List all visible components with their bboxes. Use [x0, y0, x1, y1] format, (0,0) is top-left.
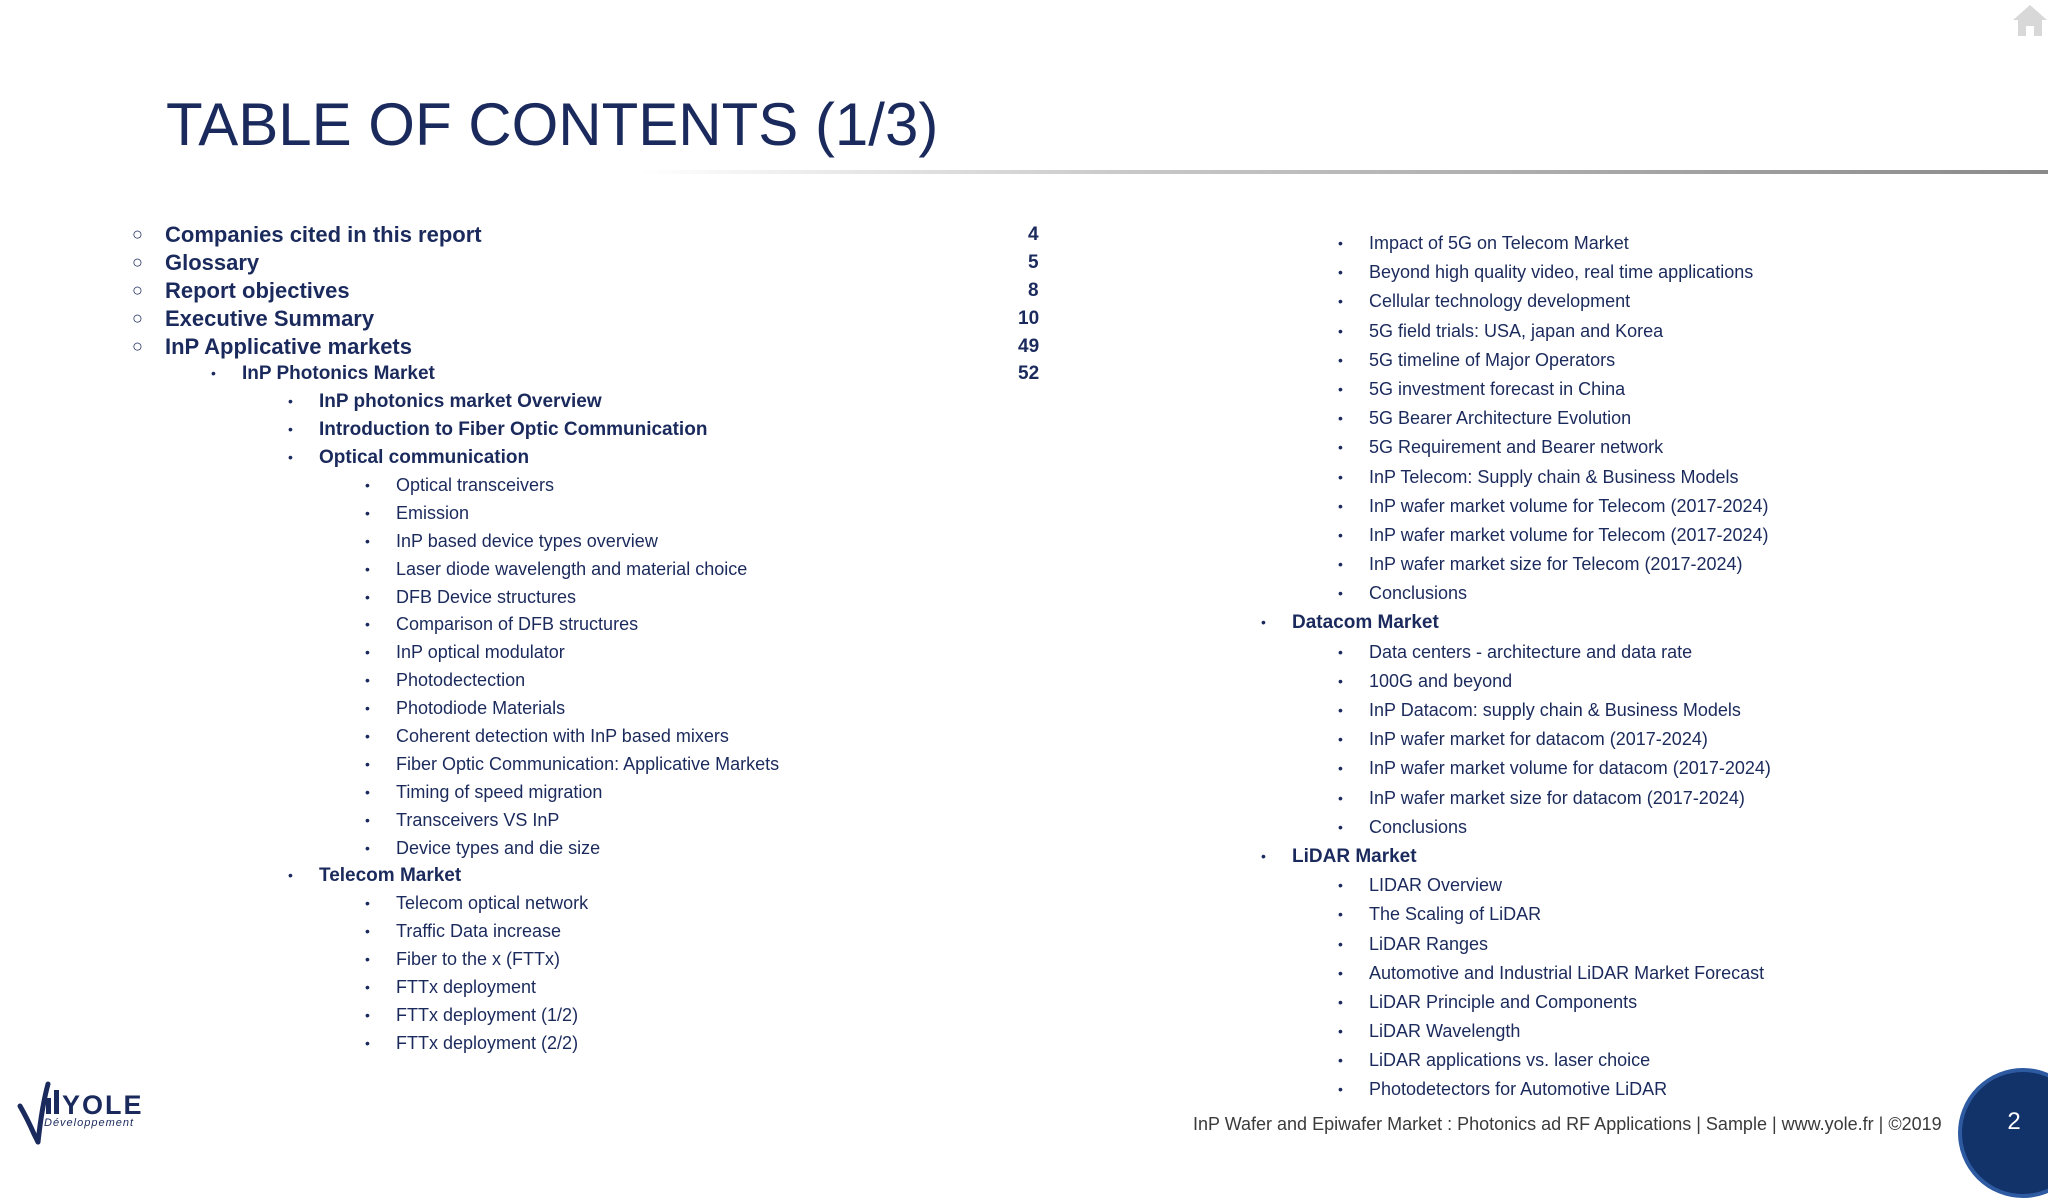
toc-entry[interactable]: [1255, 579, 2035, 608]
toc-left-column: [130, 221, 1040, 1058]
bullet-icon: •: [1338, 760, 1343, 777]
toc-entry-label: DFB Device structures: [396, 586, 577, 607]
toc-entry[interactable]: [1255, 725, 2035, 754]
bullet-icon: •: [1338, 731, 1343, 748]
hollow-bullet-icon: ○: [132, 335, 143, 356]
toc-entry-label: LIDAR Overview: [1369, 875, 1503, 896]
bullet-icon: •: [365, 728, 370, 745]
bullet-icon: •: [365, 1006, 370, 1023]
toc-entry-label: Cellular technology development: [1369, 291, 1631, 312]
toc-entry[interactable]: [130, 388, 1030, 416]
bullet-icon: •: [288, 421, 293, 438]
bullet-icon: •: [1338, 1052, 1343, 1069]
toc-entry-label: Fiber Optic Communication: Applicative Markets: [396, 753, 780, 774]
bullet-icon: •: [1338, 672, 1343, 689]
toc-entry-label: The Scaling of LiDAR: [1369, 904, 1542, 925]
toc-entry-label: InP photonics market Overview: [319, 391, 602, 413]
bullet-icon: •: [365, 1034, 370, 1051]
toc-entry-label: Introduction to Fiber Optic Communication: [319, 419, 708, 441]
toc-page-number: 8: [1028, 279, 1039, 301]
page-title: TABLE OF CONTENTS (1/3): [166, 91, 939, 158]
toc-entry-label: Coherent detection with InP based mixers: [396, 726, 729, 747]
bullet-icon: •: [1338, 235, 1343, 251]
toc-entry[interactable]: [1255, 696, 2035, 725]
toc-entry[interactable]: [1255, 287, 2035, 316]
toc-entry[interactable]: [130, 221, 1039, 249]
toc-entry-label: InP wafer market size for datacom (2017-2024): [1369, 787, 1745, 808]
bullet-icon: •: [1338, 702, 1343, 718]
toc-entry[interactable]: [1255, 784, 2035, 813]
toc-entry[interactable]: [130, 1002, 1030, 1030]
toc-entry[interactable]: [1255, 608, 2035, 637]
toc-entry-label: InP wafer market volume for datacom (2017-2024): [1369, 758, 1771, 779]
toc-entry[interactable]: [1255, 433, 2035, 462]
toc-entry-label: Photodiode Materials: [396, 698, 566, 719]
toc-entry-label: Glossary: [165, 249, 260, 275]
toc-entry[interactable]: [130, 723, 1030, 751]
title-divider: [640, 170, 2048, 174]
bullet-icon: •: [365, 560, 370, 577]
toc-entry-label: Report objectives: [165, 277, 350, 303]
toc-page-number: 5: [1028, 251, 1039, 273]
toc-entry[interactable]: [130, 444, 1030, 472]
toc-entry-label: Optical communication: [319, 447, 530, 469]
toc-entry-label: Automotive and Industrial LiDAR Market Forecast: [1369, 962, 1765, 983]
yole-logo: [16, 1076, 156, 1146]
bullet-icon: •: [1338, 789, 1343, 806]
bullet-icon: •: [1338, 380, 1343, 397]
toc-entry[interactable]: [1255, 638, 2035, 667]
toc-right-column: [1255, 229, 2035, 1105]
toc-entry[interactable]: [130, 835, 1030, 863]
toc-entry-label: Telecom Market: [319, 865, 462, 887]
toc-entry[interactable]: [1255, 959, 2035, 988]
bullet-icon: •: [1338, 351, 1343, 368]
toc-entry[interactable]: [1255, 375, 2035, 404]
bullet-icon: •: [1338, 264, 1343, 281]
toc-entry[interactable]: [1255, 988, 2035, 1017]
bullet-icon: •: [1338, 818, 1343, 835]
toc-entry-label: 5G investment forecast in China: [1369, 378, 1626, 399]
bullet-icon: •: [1338, 877, 1343, 894]
bullet-icon: •: [1338, 585, 1343, 602]
bullet-icon: •: [1338, 964, 1343, 981]
logo-subtitle: Développement: [44, 1117, 135, 1129]
toc-entry-label: Device types and die size: [396, 837, 601, 858]
bullet-icon: •: [1338, 1023, 1343, 1040]
bullet-icon: •: [1338, 439, 1343, 456]
toc-entry[interactable]: [130, 974, 1030, 1002]
toc-entry-label: Optical transceivers: [396, 475, 555, 496]
toc-entry-label: 5G Requirement and Bearer network: [1369, 437, 1664, 458]
bullet-icon: •: [288, 449, 293, 466]
bullet-icon: •: [1338, 1081, 1343, 1098]
toc-entry[interactable]: [1255, 1017, 2035, 1046]
toc-entry-label: FTTx deployment (2/2): [396, 1032, 579, 1053]
toc-entry[interactable]: [130, 639, 1030, 667]
footer-text: InP Wafer and Epiwafer Market : Photonics ad RF Applications | Sample | www.yole.fr | ©2019: [1193, 1114, 1942, 1134]
toc-entry[interactable]: [130, 751, 1030, 779]
toc-entry-label: LiDAR applications vs. laser choice: [1369, 1050, 1651, 1071]
toc-page-number: 52: [1018, 363, 1040, 385]
toc-entry[interactable]: [130, 667, 1030, 695]
toc-entry[interactable]: [130, 528, 1030, 556]
toc-entry-label: InP wafer market volume for Telecom (2017-2024): [1369, 495, 1769, 516]
toc-entry[interactable]: [130, 472, 1030, 500]
toc-entry[interactable]: [1255, 1075, 2035, 1104]
toc-entry[interactable]: [130, 807, 1030, 835]
toc-entry-label: Conclusions: [1369, 583, 1468, 604]
toc-entry[interactable]: [130, 611, 1030, 639]
toc-entry[interactable]: [130, 946, 1030, 974]
toc-page-number: 4: [1028, 224, 1039, 245]
toc-entry[interactable]: [1255, 550, 2035, 579]
hollow-bullet-icon: ○: [132, 224, 143, 244]
toc-entry[interactable]: [130, 556, 1030, 584]
toc-entry-label: Datacom Market: [1292, 612, 1439, 634]
toc-entry-label: Timing of speed migration: [396, 781, 603, 802]
toc-entry-label: Photodetectors for Automotive LiDAR: [1369, 1079, 1668, 1100]
toc-entry[interactable]: [1255, 492, 2035, 521]
bullet-icon: •: [365, 923, 370, 940]
bullet-icon: •: [1338, 643, 1343, 660]
toc-entry[interactable]: [130, 500, 1030, 528]
toc-entry-label: InP wafer market size for Telecom (2017-2024): [1369, 554, 1743, 575]
bullet-icon: •: [365, 644, 370, 661]
bullet-icon: •: [365, 895, 370, 912]
bullet-icon: •: [365, 783, 370, 800]
toc-entry-label: Companies cited in this report: [165, 222, 482, 247]
toc-entry-label: Telecom optical network: [396, 893, 589, 914]
toc-entry[interactable]: [1255, 871, 2035, 900]
toc-entry-label: Data centers - architecture and data rate: [1369, 641, 1693, 662]
toc-entry-label: LiDAR Ranges: [1369, 933, 1489, 954]
toc-entry-label: InP based device types overview: [396, 530, 658, 551]
toc-entry-label: InP Telecom: Supply chain & Business Models: [1369, 466, 1739, 487]
bullet-icon: •: [365, 951, 370, 968]
toc-entry-label: Laser diode wavelength and material choice: [396, 558, 748, 579]
toc-entry[interactable]: [1255, 842, 2035, 871]
bullet-icon: •: [211, 365, 216, 382]
bullet-icon: •: [365, 504, 370, 521]
bullet-icon: •: [1338, 906, 1343, 923]
toc-entry-label: LiDAR Wavelength: [1369, 1021, 1521, 1042]
toc-entry-label: FTTx deployment: [396, 977, 537, 998]
toc-entry-label: LiDAR Principle and Components: [1369, 991, 1638, 1012]
toc-entry-label: 100G and beyond: [1369, 670, 1513, 691]
toc-entry[interactable]: [1255, 258, 2035, 287]
page-number: 2: [2007, 1108, 2021, 1135]
toc-entry-label: InP Applicative markets: [165, 333, 412, 359]
toc-entry-label: InP wafer market for datacom (2017-2024): [1369, 729, 1708, 750]
toc-entry[interactable]: [130, 862, 1030, 890]
toc-entry[interactable]: [130, 695, 1030, 723]
bullet-icon: •: [1261, 847, 1266, 864]
toc-entry[interactable]: [1255, 229, 2035, 258]
toc-entry-label: Emission: [396, 502, 470, 523]
toc-entry[interactable]: [130, 249, 1039, 277]
bullet-icon: •: [365, 588, 370, 605]
bullet-icon: •: [1261, 614, 1266, 631]
hollow-bullet-icon: ○: [132, 307, 143, 328]
hollow-bullet-icon: ○: [132, 279, 143, 300]
toc-entry-label: InP Datacom: supply chain & Business Models: [1369, 700, 1741, 720]
toc-entry[interactable]: [1255, 463, 2035, 492]
toc-entry-label: Conclusions: [1369, 816, 1468, 837]
toc-entry[interactable]: [1255, 900, 2035, 929]
toc-entry-label: 5G timeline of Major Operators: [1369, 349, 1616, 370]
toc-entry[interactable]: [1255, 1046, 2035, 1075]
toc-entry[interactable]: [130, 779, 1030, 807]
toc-entry[interactable]: [1255, 813, 2035, 842]
bullet-icon: •: [365, 979, 370, 996]
toc-entry-label: Beyond high quality video, real time applications: [1369, 262, 1754, 283]
bullet-icon: •: [1338, 556, 1343, 573]
toc-entry[interactable]: [130, 584, 1030, 612]
toc-entry[interactable]: [1255, 754, 2035, 783]
toc-entry[interactable]: [130, 918, 1030, 946]
toc-entry[interactable]: [1255, 667, 2035, 696]
toc-entry-label: 5G field trials: USA, japan and Korea: [1369, 320, 1664, 341]
bullet-icon: •: [365, 700, 370, 717]
toc-entry[interactable]: [1255, 317, 2035, 346]
bullet-icon: •: [1338, 935, 1343, 952]
toc-entry[interactable]: [130, 333, 1040, 361]
toc-entry[interactable]: [1255, 404, 2035, 433]
bullet-icon: •: [1338, 497, 1343, 514]
bullet-icon: •: [1338, 993, 1343, 1010]
toc-entry-label: Transceivers VS InP: [396, 809, 560, 830]
toc-entry-label: LiDAR Market: [1292, 845, 1417, 867]
toc-entry[interactable]: [1255, 346, 2035, 375]
bullet-icon: •: [365, 839, 370, 856]
hollow-bullet-icon: ○: [132, 251, 143, 272]
bullet-icon: •: [1338, 322, 1343, 339]
toc-entry[interactable]: [130, 277, 1039, 305]
toc-page-number: 49: [1018, 335, 1040, 357]
bullet-icon: •: [365, 532, 370, 549]
home-icon[interactable]: [2010, 2, 2048, 38]
toc-entry-label: 5G Bearer Architecture Evolution: [1369, 408, 1632, 429]
bullet-icon: •: [1338, 293, 1343, 310]
logo-name: YOLE: [62, 1090, 144, 1120]
toc-entry-label: InP optical modulator: [396, 642, 565, 663]
toc-entry[interactable]: [1255, 930, 2035, 959]
toc-entry-label: Impact of 5G on Telecom Market: [1369, 233, 1629, 253]
toc-page-number: 10: [1018, 307, 1040, 329]
toc-entry-label: Comparison of DFB structures: [396, 614, 639, 635]
toc-entry[interactable]: [130, 416, 1030, 444]
bullet-icon: •: [1338, 526, 1343, 543]
toc-entry-label: Photodectection: [396, 670, 526, 691]
toc-entry[interactable]: [130, 305, 1040, 333]
bullet-icon: •: [288, 867, 293, 884]
bullet-icon: •: [1338, 410, 1343, 427]
toc-entry[interactable]: [130, 1030, 1030, 1058]
toc-entry-label: InP Photonics Market: [242, 363, 435, 385]
bullet-icon: •: [365, 811, 370, 828]
toc-entry-label: Traffic Data increase: [396, 921, 562, 942]
toc-entry-label: FTTx deployment (1/2): [396, 1004, 579, 1025]
toc-entry-label: Executive Summary: [165, 305, 375, 331]
toc-entry[interactable]: [130, 890, 1030, 918]
bullet-icon: •: [288, 393, 293, 410]
bullet-icon: •: [1338, 468, 1343, 485]
toc-entry-label: InP wafer market volume for Telecom (2017-2024): [1369, 524, 1769, 545]
bullet-icon: •: [365, 616, 370, 633]
toc-entry[interactable]: [130, 360, 1040, 388]
toc-entry-label: Fiber to the x (FTTx): [396, 949, 561, 970]
toc-entry[interactable]: [1255, 521, 2035, 550]
bullet-icon: •: [365, 755, 370, 772]
bullet-icon: •: [365, 672, 370, 689]
bullet-icon: •: [365, 477, 370, 494]
